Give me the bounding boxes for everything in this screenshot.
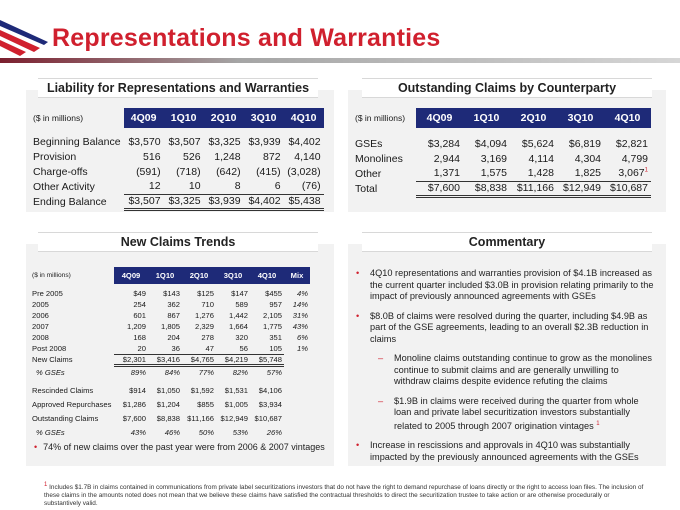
table-cell: $2,821 xyxy=(615,137,648,150)
table-cell: $8,838 xyxy=(463,181,510,196)
table-row xyxy=(30,288,310,299)
footnote-marker: 1 xyxy=(596,420,600,427)
mix-cell: 43% xyxy=(292,322,308,331)
table-cell: $3,507 xyxy=(124,194,164,209)
table-cell: $4,219 xyxy=(216,354,250,365)
table-cell: $1,050 xyxy=(156,385,180,395)
table-cell: $5,438 xyxy=(284,194,324,209)
table-cell: $11,166 xyxy=(187,413,214,423)
table-cell: $2,301 xyxy=(114,354,148,365)
table-cell: $1,531 xyxy=(224,385,248,395)
liability-col-header: 4Q10 xyxy=(284,108,324,128)
table-cell: 1,276 xyxy=(194,311,214,320)
table-cell: 20 xyxy=(114,343,148,354)
table-row xyxy=(352,181,651,196)
outstanding-table xyxy=(352,108,651,198)
table-cell: 204 xyxy=(167,333,180,342)
table-cell: 47 xyxy=(182,343,216,354)
table-cell-value: 3,067 xyxy=(618,167,645,180)
new-claims-col-header: 4Q10 xyxy=(250,267,284,284)
row-label: 2008 xyxy=(32,333,49,342)
table-cell: $3,939 xyxy=(204,194,244,209)
outstanding-col-header: 4Q09 xyxy=(416,108,463,128)
table-cell: 8 xyxy=(204,179,244,194)
row-label: Beginning Balance xyxy=(33,135,121,148)
row-label: Ending Balance xyxy=(33,195,107,208)
table-cell: $914 xyxy=(129,385,146,395)
table-cell: $855 xyxy=(197,399,214,409)
new-claims-col-header: 2Q10 xyxy=(182,267,216,284)
new-claims-col-header: 4Q09 xyxy=(114,267,148,284)
table-cell: $3,939 xyxy=(248,135,281,148)
outstanding-heading: Outstanding Claims by Counterparty xyxy=(362,78,652,98)
table-cell: 77% xyxy=(198,368,214,378)
mix-cell: 6% xyxy=(297,333,308,342)
footnote-marker: 1 xyxy=(644,167,648,174)
table-cell: $1,204 xyxy=(156,399,180,409)
table-cell: (718) xyxy=(176,165,201,178)
table-cell: 1,575 xyxy=(463,166,510,181)
table-cell: $3,934 xyxy=(258,399,282,409)
table-cell: 2,329 xyxy=(194,322,214,331)
table-cell: 1,664 xyxy=(228,322,248,331)
table-cell: (3,028) xyxy=(287,165,321,178)
table-cell: 957 xyxy=(269,300,282,309)
table-row xyxy=(30,354,310,365)
row-label: Provision xyxy=(33,150,77,163)
table-cell: 50% xyxy=(198,427,214,437)
table-cell: $11,166 xyxy=(510,181,557,196)
table-row xyxy=(30,397,310,411)
commentary-text: 4Q10 representations and warranties provision of $4.1B increased as the current quarter included $3.0B in provision relating primarily to the impact of previously announced agreements with GSEs xyxy=(370,268,654,301)
liability-col-header: 1Q10 xyxy=(164,108,204,128)
table-row xyxy=(30,299,310,310)
table-cell: 6 xyxy=(244,179,284,194)
table-cell: $6,819 xyxy=(568,137,601,150)
table-cell: 601 xyxy=(133,311,146,320)
row-label: Other xyxy=(355,167,382,180)
mix-cell: 4% xyxy=(297,289,308,298)
table-cell: $143 xyxy=(163,289,180,298)
table-cell: $1,005 xyxy=(224,399,248,409)
table-row xyxy=(30,149,324,164)
commentary-item xyxy=(356,268,656,303)
dash-icon: – xyxy=(378,353,384,363)
row-label: Rescinded Claims xyxy=(32,385,94,395)
commentary-text: $1.9B in claims were received during the quarter from whole loan and private label securitization investors substantially related to 2005 through 2007 origination vintages xyxy=(394,395,639,431)
commentary-text: $8.0B of claims were resolved during the quarter, including $4.9B as part of the GSE agreements, leading to an overall $2.3B reduction in claims xyxy=(370,310,649,344)
outstanding-unit: ($ in millions) xyxy=(355,113,406,123)
table-row xyxy=(30,164,324,179)
table-cell xyxy=(604,166,651,181)
liability-heading: Liability for Representations and Warranties xyxy=(38,78,318,98)
new-claims-col-header: 1Q10 xyxy=(148,267,182,284)
commentary-list xyxy=(356,268,656,471)
table-cell: $1,592 xyxy=(190,385,214,395)
table-cell: 12 xyxy=(124,179,164,194)
mix-cell: 31% xyxy=(292,311,308,320)
table-row xyxy=(30,179,324,194)
row-label: Post 2008 xyxy=(32,344,67,353)
liability-col-header: 4Q09 xyxy=(124,108,164,128)
table-cell: 351 xyxy=(269,333,282,342)
table-cell: 82% xyxy=(232,368,248,378)
table-cell: 4,799 xyxy=(621,152,648,165)
table-row xyxy=(30,425,310,439)
title-divider xyxy=(0,58,680,63)
table-cell: (76) xyxy=(284,179,324,194)
vintage-bullet xyxy=(34,442,325,452)
row-label: Outstanding Claims xyxy=(32,413,99,423)
table-cell: 57% xyxy=(266,368,282,378)
liability-col-header: 2Q10 xyxy=(204,108,244,128)
table-cell: $147 xyxy=(231,289,248,298)
table-cell: 516 xyxy=(143,150,161,163)
row-label: % GSEs xyxy=(36,427,65,437)
table-row xyxy=(30,383,310,397)
table-cell: $12,949 xyxy=(557,181,604,196)
table-cell: $4,402 xyxy=(288,135,321,148)
table-cell: $10,687 xyxy=(254,413,282,423)
table-cell: 56 xyxy=(216,343,250,354)
table-cell: 1,209 xyxy=(126,322,146,331)
table-cell: 26% xyxy=(266,427,282,437)
table-row xyxy=(352,166,651,181)
table-cell: 89% xyxy=(130,368,146,378)
table-row xyxy=(30,365,310,379)
row-label: 2007 xyxy=(32,322,49,331)
table-cell: 43% xyxy=(130,427,146,437)
outstanding-col-header: 2Q10 xyxy=(510,108,557,128)
table-cell: $3,416 xyxy=(148,354,182,365)
table-cell: 3,169 xyxy=(480,152,507,165)
outstanding-col-header: 1Q10 xyxy=(463,108,510,128)
footnote-text: Includes $1.7B in claims contained in communications from private label securitizations investors that do not have the right to demand repurchase of loans directly or the right to access loan files. The inclusion of these claims in the amounts noted does not mean that we believe these claims have satisfied the contractual thresholds to direct the securitization trustee to take action or are otherwise procedurally or substantively valid. xyxy=(44,484,644,507)
table-cell: 36 xyxy=(148,343,182,354)
table-row xyxy=(30,332,310,343)
commentary-text: Increase in rescissions and approvals in 4Q10 was substantially impacted by the previously announced agreements with the GSEs xyxy=(370,440,639,462)
row-label: New Claims xyxy=(32,355,73,364)
table-cell: 4,140 xyxy=(294,150,321,163)
table-cell: $3,325 xyxy=(164,194,204,209)
row-label: Charge-offs xyxy=(33,165,88,178)
mix-cell: 1% xyxy=(297,344,308,353)
new-claims-heading: New Claims Trends xyxy=(38,232,318,252)
table-row xyxy=(30,310,310,321)
table-cell: 1,371 xyxy=(416,166,463,181)
commentary-item xyxy=(356,311,656,346)
table-cell: $1,286 xyxy=(122,399,146,409)
table-cell: $3,570 xyxy=(128,135,161,148)
table-cell: 1,775 xyxy=(262,322,282,331)
table-cell: 278 xyxy=(201,333,214,342)
commentary-item xyxy=(356,440,656,463)
table-cell: (642) xyxy=(216,165,241,178)
row-label: GSEs xyxy=(355,137,383,150)
table-cell: 872 xyxy=(263,150,281,163)
table-cell: 4,304 xyxy=(574,152,601,165)
row-label: Other Activity xyxy=(33,180,95,193)
table-row xyxy=(30,411,310,425)
table-cell: $3,325 xyxy=(208,135,241,148)
table-cell: 10 xyxy=(164,179,204,194)
table-cell: 46% xyxy=(164,427,180,437)
table-cell: $49 xyxy=(133,289,146,298)
table-cell: $12,949 xyxy=(220,413,248,423)
outstanding-col-header: 3Q10 xyxy=(557,108,604,128)
table-row xyxy=(352,136,651,151)
row-label: % GSEs xyxy=(36,367,65,377)
new-claims-col-header: Mix xyxy=(284,267,310,284)
new-claims-col-header: 3Q10 xyxy=(216,267,250,284)
bullet-icon: • xyxy=(356,268,360,278)
commentary-subitem xyxy=(356,396,656,433)
table-cell: 84% xyxy=(164,368,180,378)
table-cell: $4,094 xyxy=(474,137,507,150)
table-row xyxy=(30,134,324,149)
table-row xyxy=(30,194,324,209)
table-cell: 1,442 xyxy=(228,311,248,320)
table-row xyxy=(30,343,310,354)
commentary-text: Monoline claims outstanding continue to grow as the monolines continue to submit claims and are generally unwilling to withdraw claims despite evidence refuting the claims xyxy=(394,353,652,386)
table-cell: 710 xyxy=(201,300,214,309)
commentary-subitem xyxy=(356,353,656,388)
row-label: 2005 xyxy=(32,300,49,309)
bullet-icon: • xyxy=(356,310,360,321)
row-label: Approved Repurchases xyxy=(32,399,112,409)
row-label: Total xyxy=(355,182,378,195)
table-cell: 1,248 xyxy=(214,150,241,163)
table-cell: $3,284 xyxy=(427,137,460,150)
row-label: Monolines xyxy=(355,152,403,165)
table-cell: 1,825 xyxy=(557,166,604,181)
liability-col-header: 3Q10 xyxy=(244,108,284,128)
bank-flag-logo-icon xyxy=(0,0,48,58)
liability-table xyxy=(30,108,324,211)
table-cell: 362 xyxy=(167,300,180,309)
bullet-icon: • xyxy=(356,440,360,451)
table-cell: $4,402 xyxy=(244,194,284,209)
table-cell: $7,600 xyxy=(416,181,463,196)
table-cell: $10,687 xyxy=(604,181,651,196)
outstanding-col-header: 4Q10 xyxy=(604,108,651,128)
table-row xyxy=(352,151,651,166)
dash-icon: – xyxy=(378,395,384,406)
table-cell: 320 xyxy=(235,333,248,342)
row-label: Pre 2005 xyxy=(32,289,63,298)
liability-unit: ($ in millions) xyxy=(33,113,84,123)
footnote-marker: 1 xyxy=(44,482,48,488)
table-cell: $4,765 xyxy=(182,354,216,365)
table-cell: $125 xyxy=(197,289,214,298)
table-cell: 867 xyxy=(167,311,180,320)
vintage-bullet-text: 74% of new claims over the past year were from 2006 & 2007 vintages xyxy=(43,442,325,452)
table-row xyxy=(30,321,310,332)
table-cell: 526 xyxy=(183,150,201,163)
page-title: Representations and Warranties xyxy=(52,24,441,52)
table-cell: 2,944 xyxy=(433,152,460,165)
table-cell: 1,805 xyxy=(160,322,180,331)
table-cell: 589 xyxy=(235,300,248,309)
table-cell: 53% xyxy=(232,427,248,437)
new-claims-table xyxy=(30,267,310,439)
table-cell: $5,748 xyxy=(250,354,284,365)
table-cell: 1,428 xyxy=(510,166,557,181)
table-cell: $4,106 xyxy=(258,385,282,395)
table-cell: $455 xyxy=(265,289,282,298)
table-cell: 105 xyxy=(250,343,284,354)
row-label: 2006 xyxy=(32,311,49,320)
table-cell: 168 xyxy=(133,333,146,342)
footnote xyxy=(44,482,644,508)
table-cell: (415) xyxy=(256,165,281,178)
table-cell: 254 xyxy=(133,300,146,309)
table-cell: $7,600 xyxy=(122,413,146,423)
mix-cell: 14% xyxy=(292,300,308,309)
bullet-icon: • xyxy=(34,442,38,452)
commentary-heading: Commentary xyxy=(362,232,652,252)
table-cell: $8,838 xyxy=(156,413,180,423)
table-cell: $5,624 xyxy=(521,137,554,150)
table-cell: (591) xyxy=(136,165,161,178)
table-cell: 2,105 xyxy=(262,311,282,320)
new-claims-unit: ($ in millions) xyxy=(32,272,71,279)
table-cell: $3,507 xyxy=(168,135,201,148)
table-cell: 4,114 xyxy=(528,152,554,165)
